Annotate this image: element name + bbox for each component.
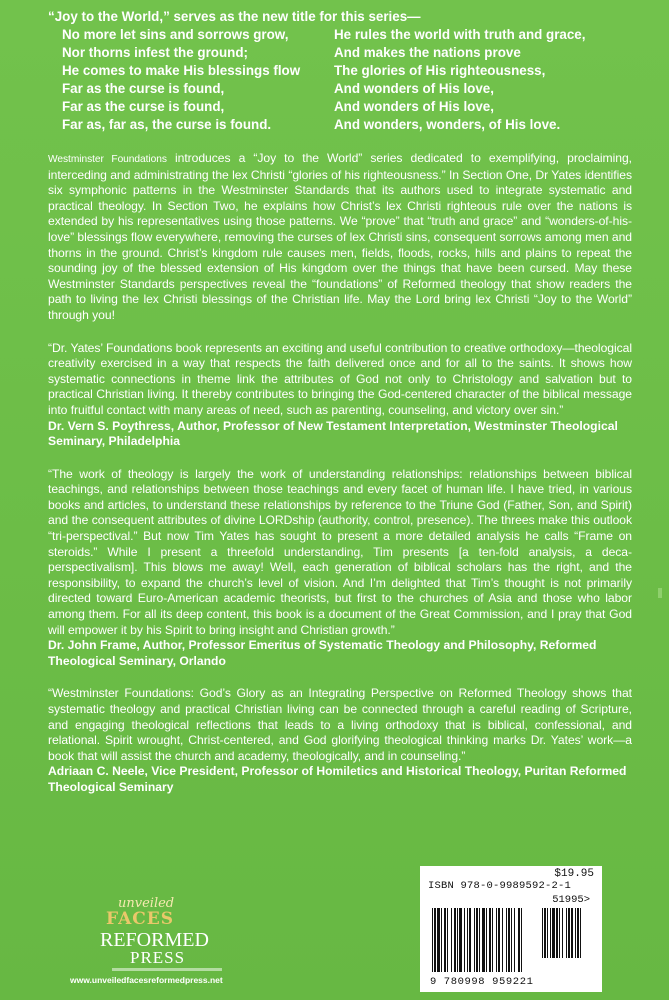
hymn-line: And wonders, wonders, of His love.	[334, 117, 561, 132]
barcode-bars	[430, 894, 592, 976]
endorsement-quote: “Dr. Yates’ Foundations book represents an exciting and useful contribution to creative orthodoxy—theological creativity exercised in a way that respects the faith delivered once and for all to the saints. It shows how systematic connections in theme link the attributes of God not only to Christology and salvation but to practical Christian living. It thereby contributes to bringing the God-centered character of the biblical message into fruitful contact with many areas of need, such as parenting, counseling, and victory over sin.”	[48, 340, 632, 417]
hymn-line: And wonders of His love,	[334, 81, 494, 96]
hymn-right-column	[334, 26, 585, 134]
endorsement-quote: “Westminster Foundations: God’s Glory as an Integrating Perspective on Reformed Theology shows that systematic theology and practical Christian living can be connected through a careful reading of Scripture, and engaging theological reflections that leads to a living orthodoxy that is biblical, confessional, and relational. Spirit wrought, Christ-centered, and God glorifying theological thinking marks Dr. Yates’ work—a book that will assist the church and academy, theologically, and in counseling.”	[48, 686, 632, 763]
endorsement-quote: “The work of theology is largely the work of understanding relationships: relationships between biblical teachings, and relationships between those teachings and every facet of human life. I have tried, in various books and articles, to understand these relationships by reference to the Triune God (Father, Son, and Spirit) and the consequent attributes of divine LORDship (authority, control, presence). The threes make this outlook “tri-perspectival.” But now Tim Yates has sought to present a more detailed analysis he calls “Frame on steroids.” While I present a threefold understanding, Tim presents [a ten-fold analysis, a deca-perspectivalism]. This blows me away! Well, each generation of biblical scholars has the right, and the responsibility, to expand the church’s level of vision. And I’m delighted that Tim’s thought is not primarily directed toward Euro-American academic theorists, but first to the churches of Asia and those who labor among them. For all its deep content, this book is a document of the Great Commission, and I pray that God will empower it by his Spirit to bring insight and Christian growth.”	[48, 466, 632, 637]
publisher-logo	[100, 896, 230, 976]
publisher-url: www.unveiledfacesreformedpress.net	[70, 975, 223, 985]
logo-word-faces: FACES	[106, 909, 175, 929]
hymn-line: Far as the curse is found,	[62, 99, 225, 114]
hymn-line: And wonders of His love,	[334, 99, 494, 114]
endorsement-author: Dr. Vern S. Poythress, Author, Professor of New Testament Interpretation, Westminster Theological Seminary, Philadelphia	[48, 418, 618, 449]
endorsement-author: Dr. John Frame, Author, Professor Emeritus of Systematic Theology and Philosophy, Reformed Theological Seminary, Orlando	[48, 638, 597, 668]
hymn-line: And makes the nations prove	[334, 45, 521, 60]
logo-tagline-rule	[112, 968, 222, 971]
logo-word-reformed: REFORMED	[100, 929, 209, 951]
hymn-line: Nor thorns infest the ground;	[62, 45, 248, 60]
book-description	[48, 151, 632, 324]
book-title-inline: Westminster Foundations	[48, 154, 167, 165]
series-intro: “Joy to the World,” serves as the new title for this series—	[48, 9, 421, 24]
cover-edge-mark	[658, 588, 662, 598]
ean-number: 9 780998 959221	[430, 976, 534, 988]
logo-word-press: PRESS	[130, 948, 186, 967]
back-cover-text	[48, 8, 632, 796]
hymn-line: Far as the curse is found,	[62, 81, 225, 96]
price-code: 51995>	[552, 894, 590, 906]
logo-word-unveiled: unveiled	[118, 896, 175, 911]
description-text: introduces a “Joy to the World” series dedicated to exemplifying, proclaiming, interceding and administrating the lex Christi “glories of his righteousness.” In Section One, Dr Yates identifies six symphonic patterns in the Westminster Standards that its authors used to integrate systematic and practical theology. In Section Two, he explains how Christ’s lex Christi righteous rule over the nations is extended by his representatives using those patterns. We “prove” that “truth and grace” and “wonders-of-his-love” blessings flow everywhere, removing the curses of lex Christi sins, consequent sorrows among men and thorns in the ground. Christ’s kingdom rule causes men, fields, floods, rocks, hills and plains to repeat the sounding joy of the blessed extension of His kingdom over the things that have been cursed. May these Westminster Standards perspectives reveal the “foundations” of Reformed theology that show readers the path to living the lex Christi blessings of the Christian life. May the Lord bring lex Christi “Joy to the World” through you!	[48, 151, 632, 322]
hymn-left-column	[48, 26, 334, 134]
hymn-verses	[48, 26, 632, 134]
hymn-line: Far as, far as, the curse is found.	[62, 117, 272, 132]
hymn-line: The glories of His righteousness,	[334, 63, 546, 78]
barcode-label	[420, 866, 602, 992]
price: $19.95	[554, 868, 594, 880]
hymn-line: No more let sins and sorrows grow,	[62, 27, 289, 42]
hymn-line: He rules the world with truth and grace,	[334, 27, 586, 42]
isbn-text: ISBN 978-0-9989592-2-1	[428, 880, 572, 892]
endorsement-author: Adriaan C. Neele, Vice President, Professor of Homiletics and Historical Theology, Puritan Reformed Theological Seminary	[48, 764, 627, 794]
hymn-line: He comes to make His blessings flow	[62, 63, 301, 78]
